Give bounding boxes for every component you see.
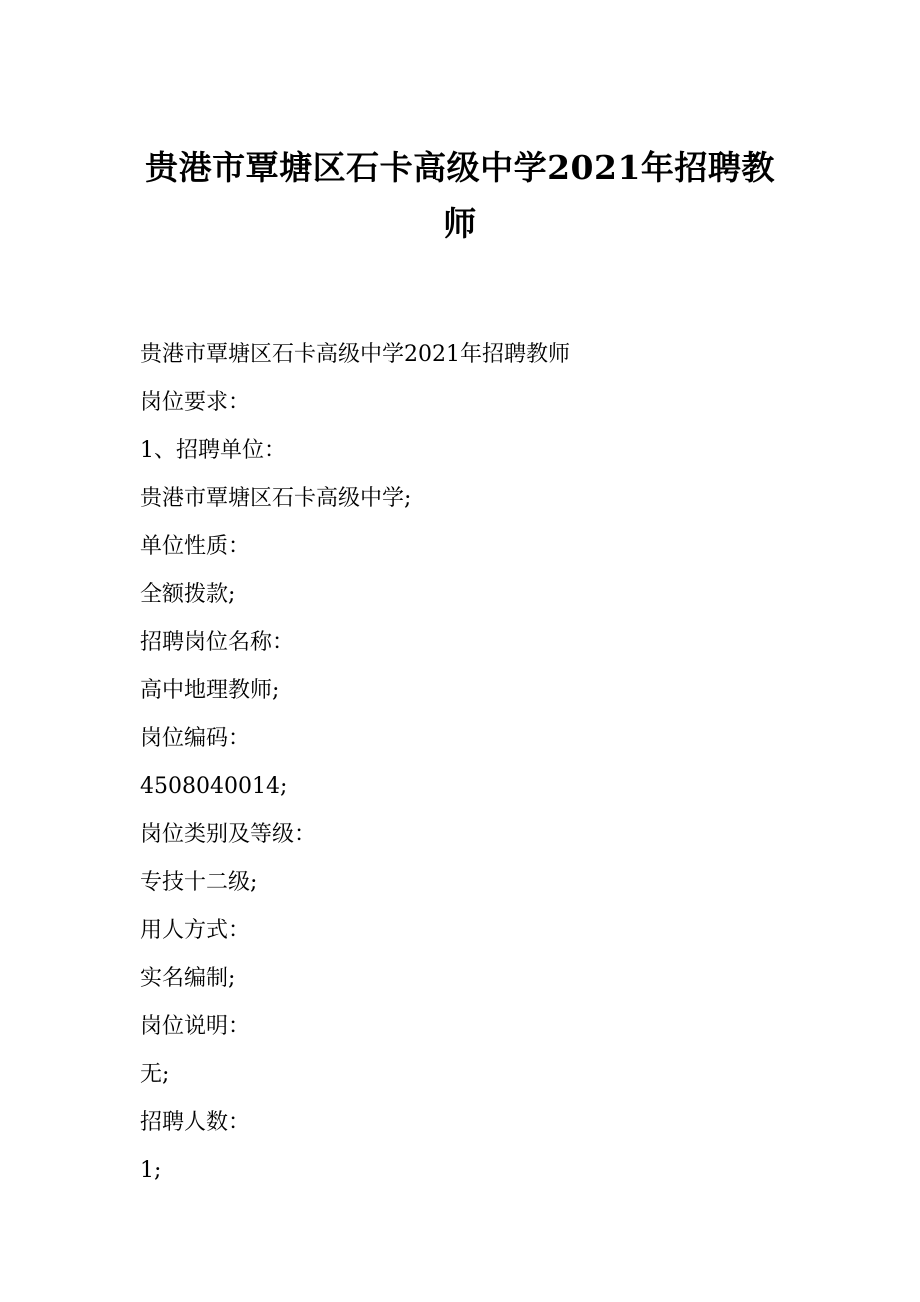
body-line-notes-label: 岗位说明： <box>140 1014 251 1039</box>
body-line-headcount-value: 1; <box>140 1158 162 1183</box>
document-body <box>140 331 840 1195</box>
body-line-requirements-heading: 岗位要求： <box>140 390 251 415</box>
body-line-code-value: 4508040014; <box>140 774 288 799</box>
body-line-unit-label: 1、招聘单位： <box>140 438 286 463</box>
body-line-category-value: 专技十二级; <box>140 870 258 895</box>
body-line-position-label: 招聘岗位名称： <box>140 630 295 655</box>
body-line-code-label: 岗位编码： <box>140 726 251 751</box>
body-line-notes-value: 无; <box>140 1062 170 1087</box>
body-line-employment-label: 用人方式： <box>140 918 251 943</box>
document-title <box>100 140 820 252</box>
body-line-nature-label: 单位性质： <box>140 534 251 559</box>
body-line-unit-value: 贵港市覃塘区石卡高级中学; <box>140 486 412 511</box>
title-line-1: 贵港市覃塘区石卡高级中学2021年招聘教 <box>145 148 775 187</box>
body-line-nature-value: 全额拨款; <box>140 582 236 607</box>
body-line-headcount-label: 招聘人数： <box>140 1110 251 1135</box>
body-line-position-value: 高中地理教师; <box>140 678 280 703</box>
title-line-2: 师 <box>443 204 477 243</box>
body-line-category-label: 岗位类别及等级： <box>140 822 317 847</box>
body-line-employment-value: 实名编制; <box>140 966 236 991</box>
body-line-subtitle: 贵港市覃塘区石卡高级中学2021年招聘教师 <box>140 342 570 367</box>
